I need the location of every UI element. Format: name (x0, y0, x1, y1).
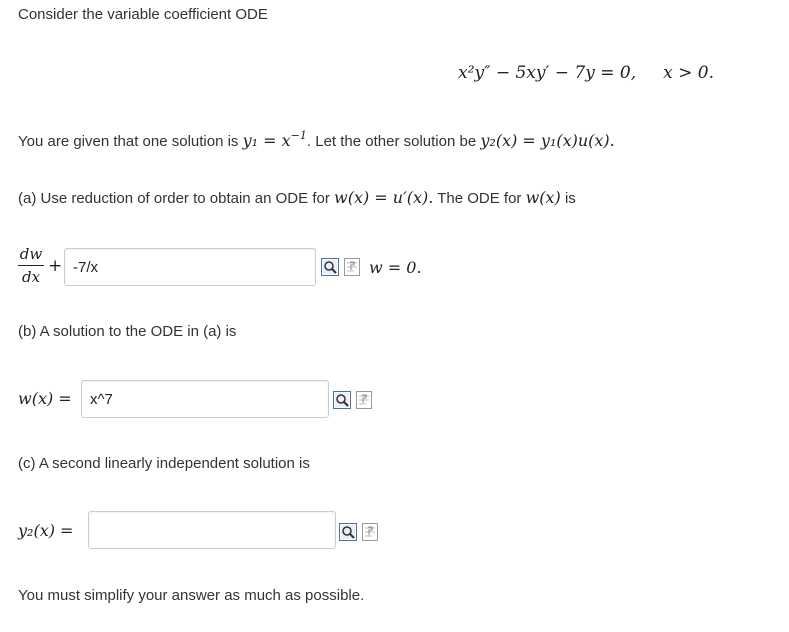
preview-icon[interactable] (339, 523, 357, 541)
given-text-before: You are given that one solution is (18, 133, 239, 150)
y1-exponent: −1 (290, 129, 307, 142)
part-b-lhs: w(x) = (18, 389, 72, 408)
part-b-answer-input[interactable] (81, 380, 329, 418)
part-c-label: (c) A second linearly independent solution is (18, 455, 310, 472)
given-line (18, 127, 615, 151)
part-a-text-before: (a) Use reduction of order to obtain an ODE for (18, 190, 330, 207)
ode-equation (458, 63, 714, 83)
fraction-denominator: dx (21, 268, 41, 286)
part-c-answer-input[interactable] (88, 511, 336, 549)
ode-condition: x > 0. (663, 63, 714, 83)
part-a-suffix: w = 0. (369, 258, 422, 277)
fraction-bar (18, 265, 44, 266)
ode-lhs: x²y″ − 5xy′ − 7y = 0, (458, 63, 637, 83)
equation-editor-icon[interactable] (343, 258, 361, 276)
part-a-prompt (18, 189, 576, 208)
intro-text: Consider the variable coefficient ODE (18, 6, 268, 23)
footer-note: You must simplify your answer as much as possible. (18, 587, 365, 604)
preview-icon[interactable] (333, 391, 351, 409)
y1-base: y₁ = x (242, 131, 291, 150)
given-text-mid: . Let the other solution be (306, 133, 477, 150)
preview-icon[interactable] (321, 258, 339, 276)
w-definition: w(x) = u′(x). (334, 188, 434, 207)
part-b-label: (b) A solution to the ODE in (a) is (18, 323, 237, 340)
dw-dx-fraction (18, 244, 44, 287)
equation-editor-icon[interactable] (361, 523, 379, 541)
part-c-lhs: y₂(x) = (18, 521, 74, 540)
w-symbol: w(x) (525, 188, 561, 207)
part-a-text-end: is (564, 190, 576, 207)
part-a-answer-input[interactable] (64, 248, 316, 286)
part-a-text-after: The ODE for (437, 190, 522, 207)
equation-editor-icon[interactable] (355, 391, 373, 409)
y1-expression (243, 131, 307, 150)
fraction-numerator: dw (19, 245, 43, 263)
y2-definition: y₂(x) = y₁(x)u(x). (480, 131, 615, 150)
plus-sign: + (48, 256, 63, 276)
